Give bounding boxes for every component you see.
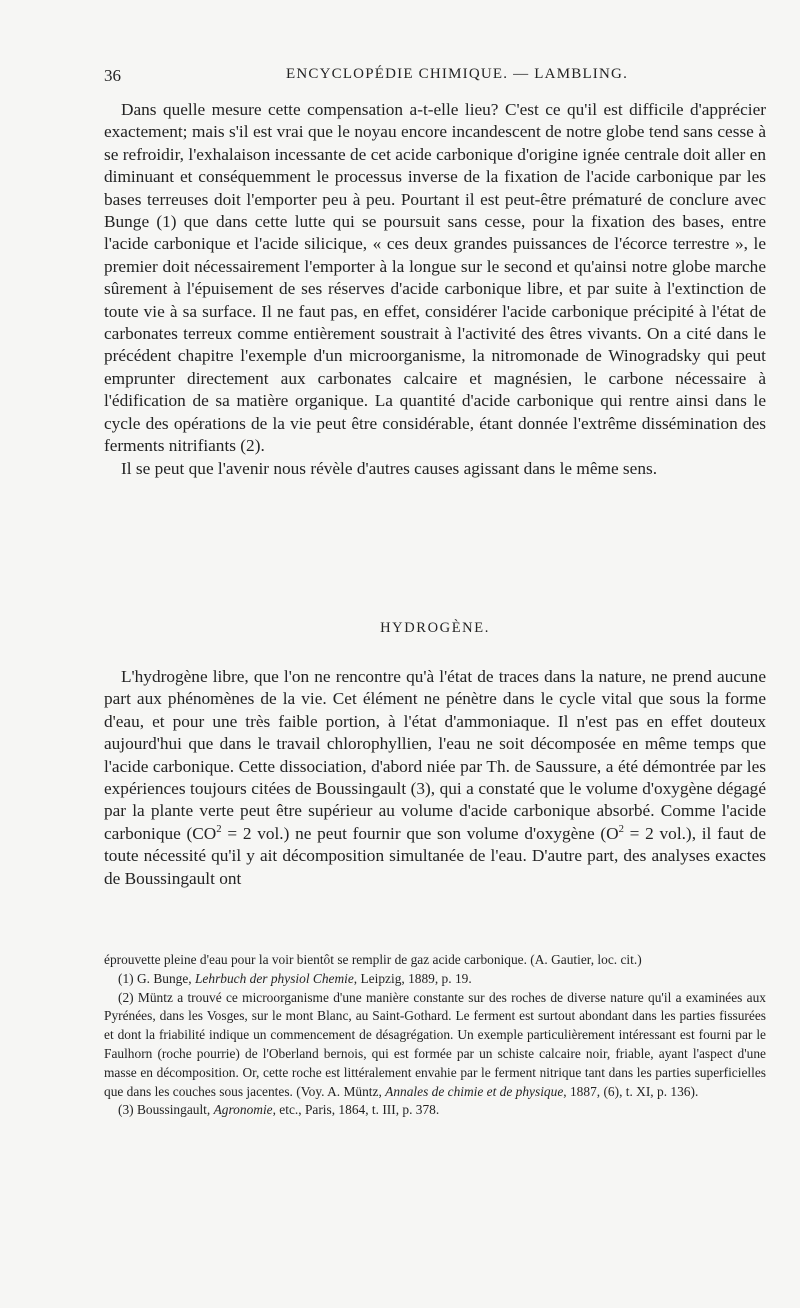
footnote-1 <box>104 970 766 989</box>
footnote-3-text: (3) Boussingault, <box>118 1102 214 1118</box>
hydrogene-text-part3: = 2 vol.), il faut de toute nécessité qu'il y ait décomposition simultanée de l'eau. D'autre part, des analyses exactes de Boussingault ont <box>104 823 766 888</box>
footnote-2-ref: , 1887, (6), t. XI, p. 136). <box>563 1083 699 1099</box>
footnote-1-title: Lehrbuch der physiol Chemie <box>194 970 354 986</box>
paragraph-hydrogene <box>104 666 766 890</box>
running-head: ENCYCLOPÉDIE CHIMIQUE. — LAMBLING. <box>285 66 629 82</box>
footnote-2 <box>104 989 766 1102</box>
footnote-1-text: (1) G. Bunge, <box>118 970 195 986</box>
section-text <box>104 666 766 890</box>
hydrogene-text-part2: = 2 vol.) ne peut fournir que son volume d'oxygène (O <box>221 823 619 843</box>
page-header <box>104 66 770 90</box>
footnote-continuation: éprouvette pleine d'eau pour la voir bientôt se remplir de gaz acide carbonique. (A. Gautier, loc. cit.) <box>104 952 642 967</box>
footnote-3-title: Agronomie <box>213 1102 273 1118</box>
footnote-2-title: Annales de chimie et de physique <box>385 1083 564 1099</box>
footnote-1-ref: , Leipzig, 1889, p. 19. <box>353 970 472 986</box>
paragraph-other-causes: Il se peut que l'avenir nous révèle d'autres causes agissant dans le même sens. <box>121 458 658 478</box>
footnote-3 <box>104 1101 766 1120</box>
footnote-3-ref: , etc., Paris, 1864, t. III, p. 378. <box>272 1102 440 1118</box>
co2-superscript: 2 <box>216 823 222 836</box>
paragraph-compensation: Dans quelle mesure cette compensation a-t-elle lieu? C'est ce qu'il est difficile d'apprécier exactement; mais s'il est vrai que le noyau encore incandescent de notre globe tend sans cesse à se refroidir, l'exhalaison incessante de cet acide carbonique d'origine ignée centrale doit aller en diminuant et conséquemment le processus inverse de la fixation de l'acide carbonique par les bases terreuses doit l'emporter peu à peu. Pourtant il est peut-être prématuré de conclure avec Bunge (1) que dans cette lutte qui se poursuit sans cesse, pour la fixation des bases, entre l'acide carbonique et l'acide silicique, « ces deux grandes puissances de l'écorce terrestre », le premier doit nécessairement l'emporter à la longue sur le second et qu'ainsi notre globe marche sûrement à l'épuisement de ses réserves d'acide carbonique libre, et par suite à l'extinction de toute vie à sa surface. Il ne faut pas, en effet, considérer l'acide carbonique précipité à l'état de carbonates terreux comme entièrement soustrait à l'activité des êtres vivants. On a cité dans le précédent chapitre l'exemple d'un microorganisme, la nitromonade de Winogradsky qui peut emprunter directement aux carbonates calcaire et magnésien, le carbone nécessaire à l'édification de sa matière organique. La quantité d'acide carbonique qui rentre ainsi dans le cycle des opérations de la vie peut être considérable, étant donnée l'extrême dissémination des ferments nitrifiants (2). <box>104 100 766 456</box>
body-text <box>104 99 766 480</box>
page-number: 36 <box>104 66 121 85</box>
footnote-2-text: (2) Müntz a trouvé ce microorganisme d'une manière constante sur des roches de diverse nature qu'il a examinées aux Pyrénées, dans les Vosges, sur le mont Blanc, au Saint-Gothard. Le ferment est surtout abondant dans les parties fissurées et dont la friabilité indique un commencement de désagrégation. Un exemple particulièrement intéressant est fourni par le Faulhorn (roche pourrie) de l'Oberland bernois, qui est formée par un schiste calcaire noir, friable, ayant l'aspect d'une masse en décomposition. Or, cette roche est littéralement envahie par le ferment nitrique tant dans les parties superficielles que dans les couches sous jacentes. (Voy. A. Müntz, <box>104 989 766 1099</box>
footnotes <box>104 951 766 1120</box>
hydrogene-text-part1: L'hydrogène libre, que l'on ne rencontre qu'à l'état de traces dans la nature, ne prend aucune part aux phénomènes de la vie. Cet élément ne pénètre dans le cycle vital que sous la forme d'eau, et pour une très faible portion, à l'état d'ammoniaque. Il n'est pas en effet douteux aujourd'hui que dans le travail chlorophyllien, l'eau ne soit décomposée en même temps que l'acide carbonique. Cette dissociation, d'abord niée par Th. de Saussure, a été démontrée par les expériences toujours citées de Boussingault (3), qui a constaté que le volume d'oxygène dégagé par la plante verte peut être supérieur au volume d'acide carbonique absorbé. Comme l'acide carbonique (CO <box>104 667 766 843</box>
section-title-hydrogene: HYDROGÈNE. <box>380 620 490 636</box>
o2-superscript: 2 <box>618 823 624 836</box>
